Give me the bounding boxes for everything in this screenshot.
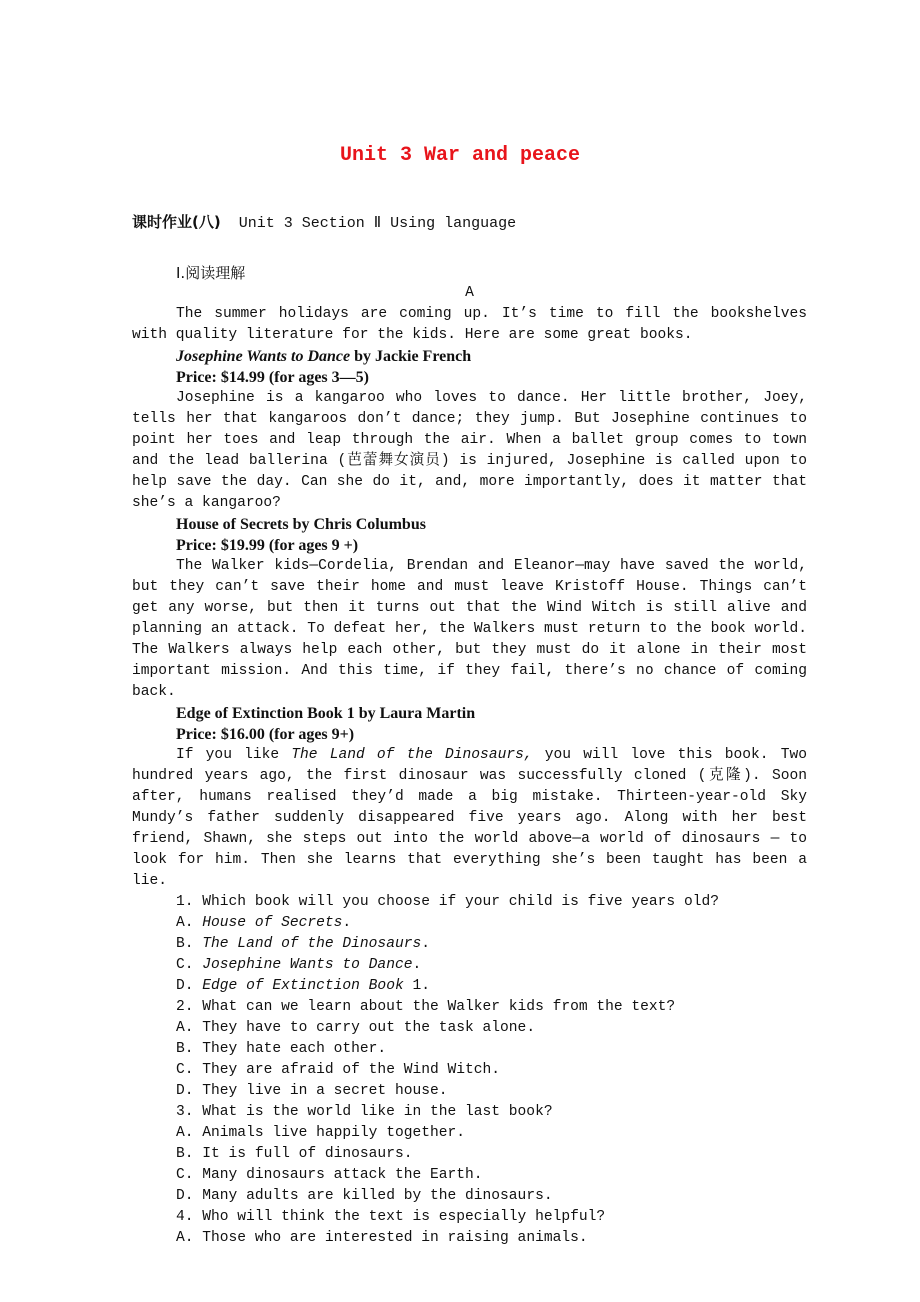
option-label: C. <box>176 1062 203 1078</box>
q1-option-a <box>132 913 807 934</box>
question-4: 4. Who will think the text is especially helpful? <box>176 1209 606 1225</box>
option-label: D. <box>176 1188 203 1204</box>
option-text: They have to carry out the task alone. <box>202 1020 536 1036</box>
q2-option-d <box>132 1081 807 1102</box>
option-label: D. <box>176 1083 203 1099</box>
book-3-desc-rest: you will love this book. Two hundred years ago, the first dinosaur was successfully cloned (克隆). Soon after, humans realised they’d made a big mistake. Thirteen-year-old Sky Mundy’s father suddenly disappeared five years ago. Along with her best friend, Shawn, she steps out into the world above—a world of dinosaurs — to look for him. Then she learns that everything she’s been taught has been a lie. <box>132 747 807 889</box>
option-text: The Land of the Dinosaurs <box>202 936 422 952</box>
option-label: A. <box>176 915 203 931</box>
book-2-heading: House of Secrets by Chris Columbus <box>176 516 426 533</box>
option-text: Many dinosaurs attack the Earth. <box>202 1167 483 1183</box>
option-tail: 1. <box>403 978 430 994</box>
book-3-description <box>132 745 807 892</box>
book-1-description: Josephine is a kangaroo who loves to dance. Her little brother, Joey, tells her that kangaroos don’t dance; they jump. But Josephine continues to point her toes and leap through the air. When a ballet group comes to town and the lead ballerina (芭蕾舞女演员) is injured, Josephine is called upon to help save the day. Can she do it, and, more importantly, does it matter that she’s a kangaroo? <box>132 390 807 511</box>
question-3: 3. What is the world like in the last book? <box>176 1104 553 1120</box>
option-label: B. <box>176 1041 203 1057</box>
book-3-desc-start: If you like <box>176 747 292 763</box>
passage-letter: A <box>465 285 474 301</box>
option-text: Josephine Wants to Dance <box>202 957 413 973</box>
q2-option-b <box>132 1039 807 1060</box>
option-tail: . <box>412 957 422 973</box>
option-text: They hate each other. <box>202 1041 387 1057</box>
option-label: A. <box>176 1020 203 1036</box>
page-title: Unit 3 War and peace <box>339 144 581 167</box>
option-label: C. <box>176 957 203 973</box>
intro-paragraph: The summer holidays are coming up. It’s time to fill the bookshelves with quality literature for the kids. Here are some great books. <box>132 306 807 343</box>
q2-option-c <box>132 1060 807 1081</box>
book-1-author: by Jackie French <box>354 348 472 365</box>
option-label: C. <box>176 1167 203 1183</box>
option-text: They live in a secret house. <box>202 1083 448 1099</box>
option-text: Edge of Extinction Book <box>202 978 404 994</box>
lesson-subheading <box>132 211 516 232</box>
option-text: House of Secrets <box>202 915 343 931</box>
q2-option-a <box>132 1018 807 1039</box>
option-tail: . <box>342 915 352 931</box>
section-label: Ⅰ.阅读理解 <box>176 264 246 282</box>
book-1-price: Price: $14.99 (for ages 3—5) <box>176 369 369 386</box>
book-3-desc-italic: The Land of the Dinosaurs, <box>291 747 533 763</box>
option-label: B. <box>176 936 203 952</box>
book-1-title: Josephine Wants to Dance <box>176 348 351 365</box>
q1-option-b <box>132 934 807 955</box>
q1-option-d <box>132 976 807 997</box>
option-text: Many adults are killed by the dinosaurs. <box>202 1188 553 1204</box>
book-3-heading: Edge of Extinction Book 1 by Laura Martin <box>176 705 476 722</box>
q3-option-a <box>132 1123 807 1144</box>
q1-option-c <box>132 955 807 976</box>
book-2-price: Price: $19.99 (for ages 9 +) <box>176 537 359 554</box>
question-2: 2. What can we learn about the Walker kids from the text? <box>176 999 676 1015</box>
option-label: D. <box>176 978 203 994</box>
option-tail: . <box>421 936 430 952</box>
book-1-heading <box>132 346 807 367</box>
book-3-price: Price: $16.00 (for ages 9+) <box>176 726 355 743</box>
option-text: Animals live happily together. <box>202 1125 466 1141</box>
q4-option-a <box>132 1228 807 1249</box>
option-text: It is full of dinosaurs. <box>202 1146 413 1162</box>
q3-option-c <box>132 1165 807 1186</box>
question-1: 1. Which book will you choose if your child is five years old? <box>176 894 719 910</box>
q3-option-d <box>132 1186 807 1207</box>
option-text: Those who are interested in raising animals. <box>202 1230 588 1246</box>
homework-label: 课时作业(八) <box>132 213 221 231</box>
q3-option-b <box>132 1144 807 1165</box>
book-2-description: The Walker kids—Cordelia, Brendan and Eleanor—may have saved the world, but they can’t save their home and must leave Kristoff House. Things can’t get any worse, but then it turns out that the Wind Witch is still alive and planning an attack. To defeat her, the Walkers must return to the book world. The Walkers always help each other, but they must do it alone in their most important mission. And this time, if they fail, there’s no chance of coming back. <box>132 558 807 700</box>
passage-body <box>132 283 807 1249</box>
option-label: A. <box>176 1230 203 1246</box>
option-label: B. <box>176 1146 203 1162</box>
option-text: They are afraid of the Wind Witch. <box>202 1062 501 1078</box>
option-label: A. <box>176 1125 203 1141</box>
section-info: Unit 3 Section Ⅱ Using language <box>238 215 517 232</box>
